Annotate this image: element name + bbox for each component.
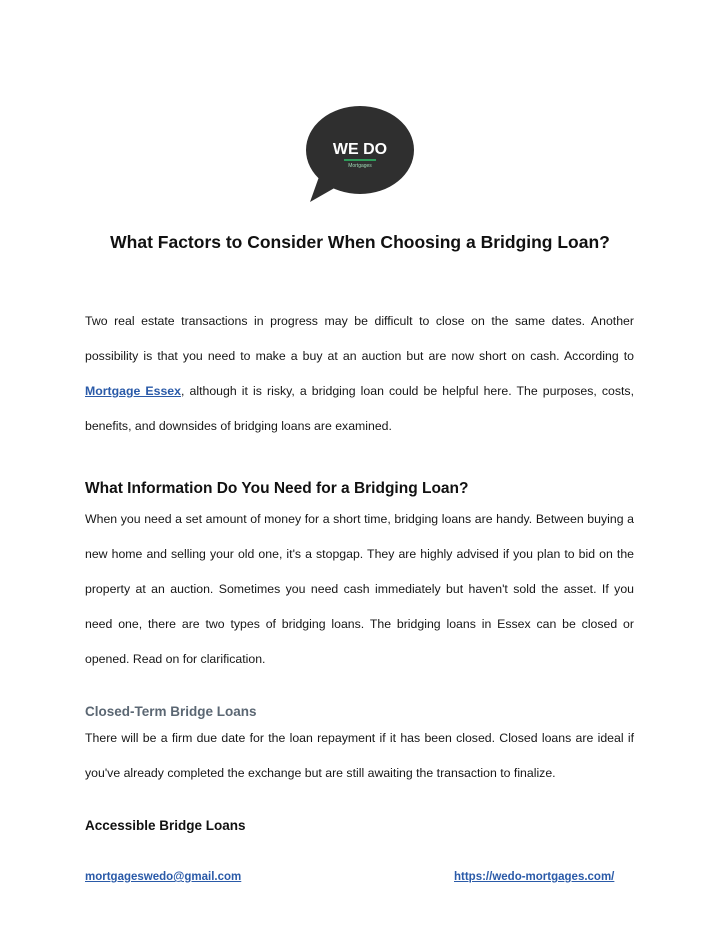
intro-text-after: , although it is risky, a bridging loan could be helpful here. The purposes, costs, benefits, and downsides of bridging loans are examined. [85,384,634,433]
section-body-information: When you need a set amount of money for a short time, bridging loans are handy. Between buying a new home and selling your old one, it's a stopgap. They are highly advised if you plan to bid on the property at an auction. Sometimes you need cash immediately but haven't sold the asset. If you need one, there are two types of bridging loans. The bridging loans in Essex can be closed or opened. Read on for clarification. [85,512,634,666]
section-heading-closed-term: Closed-Term Bridge Loans [85,704,257,719]
intro-text-before: Two real estate transactions in progress may be difficult to close on the same dates. Another possibility is that you need to make a buy at an auction but are now short on cash. According to [85,314,634,363]
footer-website-link[interactable]: https://wedo-mortgages.com/ [454,871,615,883]
logo-text: WE DO [332,141,388,158]
section-heading-accessible: Accessible Bridge Loans [85,818,246,833]
wedo-logo [300,104,420,204]
section-heading-information: What Information Do You Need for a Bridging Loan? [85,480,469,497]
mortgage-essex-link[interactable]: Mortgage Essex [85,384,181,398]
footer-email-link[interactable]: mortgageswedo@gmail.com [85,871,242,883]
logo-accent-line [344,159,376,161]
speech-bubble-logo-icon [300,104,420,204]
section-body-closed-term: There will be a firm due date for the loan repayment if it has been closed. Closed loans are ideal if you've already completed the exchange but are still awaiting the transaction to finalize. [85,731,634,780]
logo-subtext: Mortgages [348,163,372,169]
intro-paragraph [85,304,634,444]
page-title: What Factors to Consider When Choosing a Bridging Loan? [110,232,610,252]
